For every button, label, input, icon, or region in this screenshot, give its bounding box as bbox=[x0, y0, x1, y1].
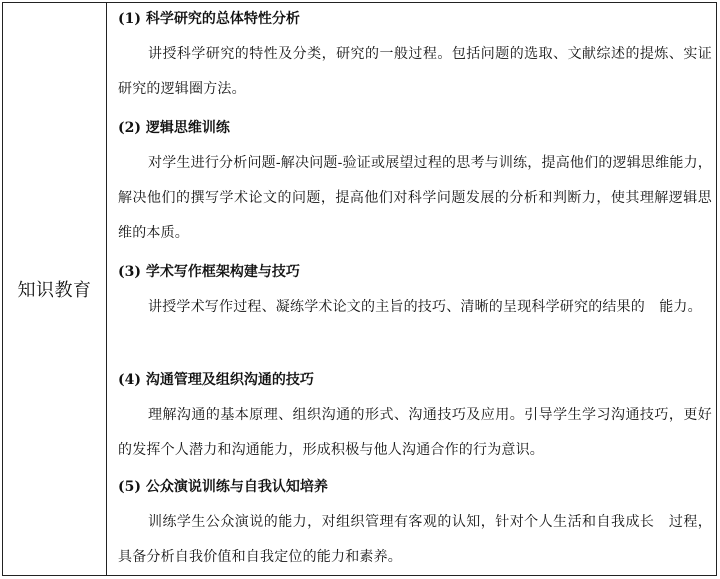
section-body: 对学生进行分析问题-解决问题-验证或展望过程的思考与训练，提高他们的逻辑思维能力，解决他们的撰写学术论文的问题，提高他们对科学问题发展的分析和判断力，使其理解逻辑思维的本质。 bbox=[118, 155, 712, 241]
section-5 bbox=[118, 477, 712, 575]
section-body: 讲授学术写作过程、凝练学术论文的主旨的技巧、清晰的呈现科学研究的结果的 能力。 bbox=[148, 299, 702, 315]
category-label: 知识教育 bbox=[17, 280, 92, 301]
section-heading: (3) 学术写作框架构建与技巧 bbox=[118, 264, 300, 280]
section-4 bbox=[118, 370, 712, 468]
section-heading: (1) 科学研究的总体特性分析 bbox=[118, 11, 300, 27]
section-heading: (4) 沟通管理及组织沟通的技巧 bbox=[118, 372, 314, 388]
category-cell bbox=[2, 2, 106, 576]
section-2 bbox=[118, 118, 712, 251]
section-heading: (5) 公众演说训练与自我认知培养 bbox=[118, 479, 328, 495]
section-heading: (2) 逻辑思维训练 bbox=[118, 120, 230, 136]
section-3 bbox=[118, 262, 712, 325]
section-1 bbox=[118, 9, 712, 107]
section-body: 讲授科学研究的特性及分类，研究的一般过程。包括问题的选取、文献综述的提炼、实证研究的逻辑圈方法。 bbox=[118, 46, 712, 97]
section-body: 理解沟通的基本原理、组织沟通的形式、沟通技巧及应用。引导学生学习沟通技巧，更好的发挥个人潜力和沟通能力，形成积极与他人沟通合作的行为意识。 bbox=[118, 407, 712, 458]
section-body: 训练学生公众演说的能力，对组织管理有客观的认知，针对个人生活和自我成长 过程，具备分析自我价值和自我定位的能力和素养。 bbox=[118, 514, 712, 565]
